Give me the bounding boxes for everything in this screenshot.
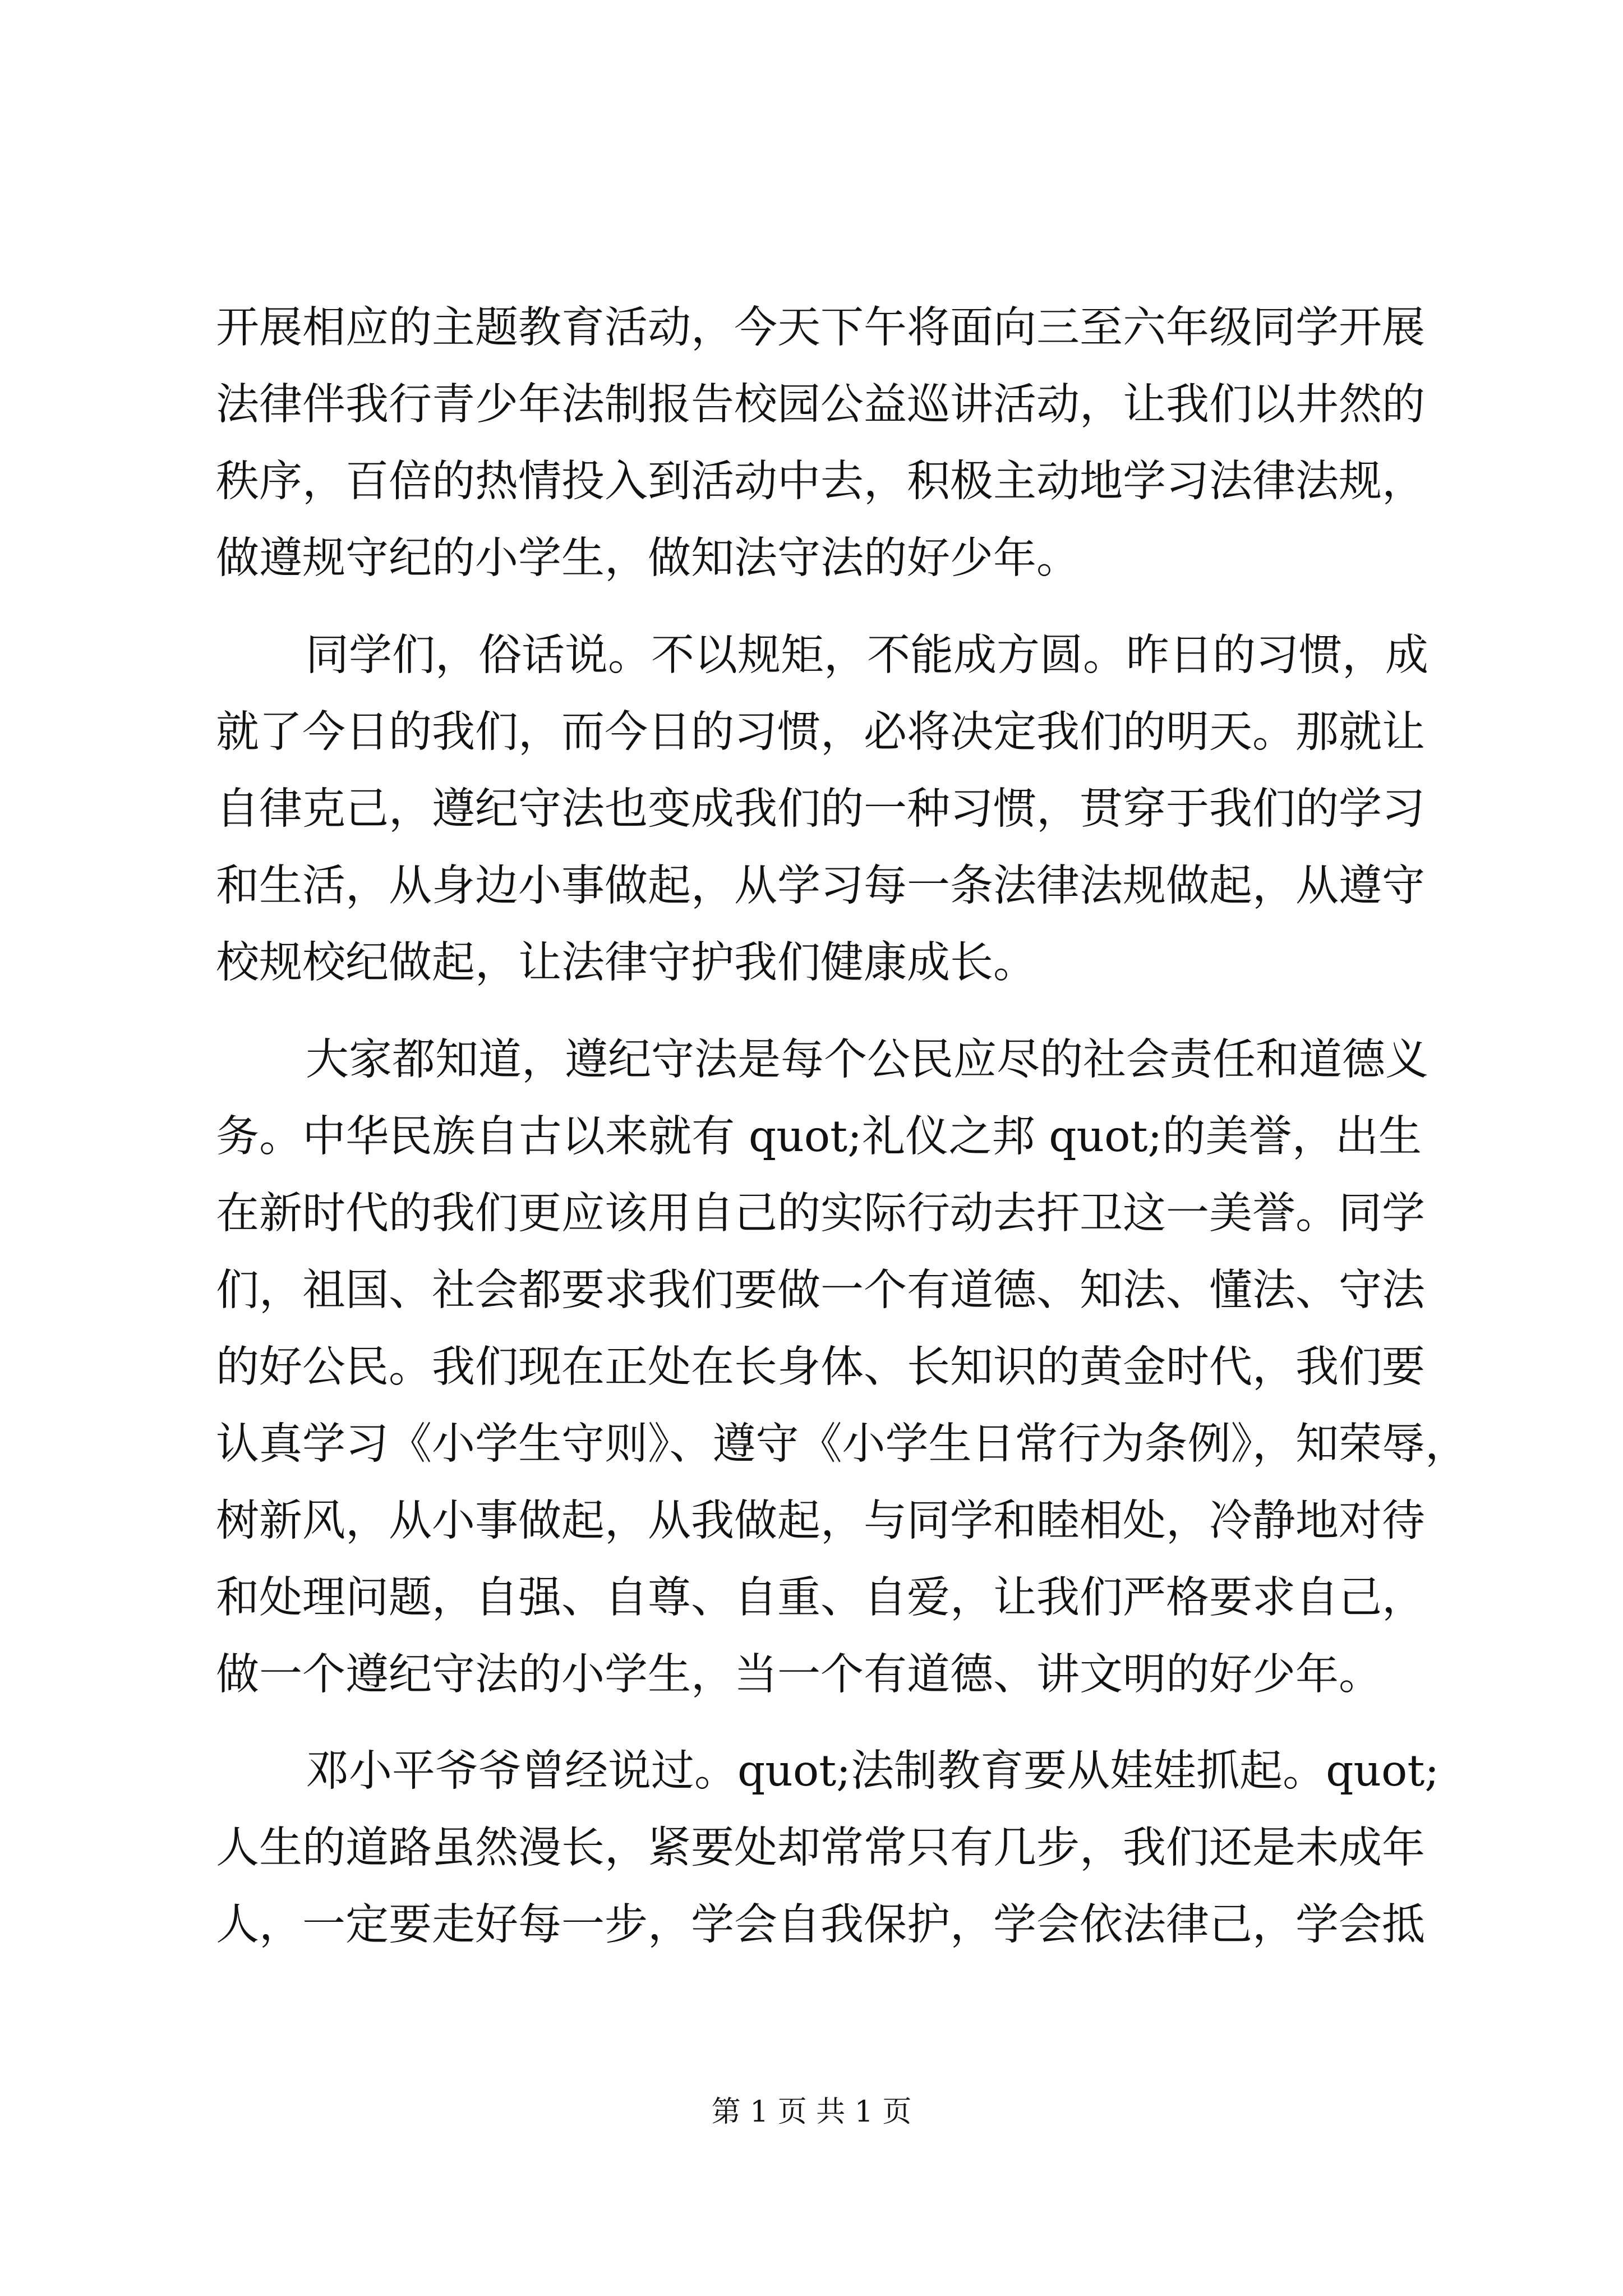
text-line: 认真学习《小学生守则》、遵守《小学生日常行为条例》，知荣辱，: [216, 1419, 1468, 1469]
text-line: 们，祖国、社会都要求我们要做一个有道德、知法、懂法、守法: [216, 1266, 1425, 1315]
text-line: 树新风，从小事做起，从我做起，与同学和睦相处，冷静地对待: [216, 1496, 1425, 1546]
text-line: 秩序，百倍的热情投入到活动中去，积极主动地学习法律法规，: [216, 457, 1425, 507]
text-line: 邓小平爷爷曾经说过。quot;法制教育要从娃娃抓起。quot;: [306, 1746, 1440, 1796]
text-line: 做一个遵纪守法的小学生，当一个有道德、讲文明的好少年。: [216, 1650, 1382, 1700]
text-line: 开展相应的主题教育活动，今天下午将面向三至六年级同学开展: [216, 303, 1425, 353]
text-line: 自律克己，遵纪守法也变成我们的一种习惯，贯穿于我们的学习: [216, 784, 1425, 834]
text-line: 同学们，俗话说。不以规矩，不能成方圆。昨日的习惯，成: [306, 631, 1428, 680]
text-line: 的好公民。我们现在正处在长身体、长知识的黄金时代，我们要: [216, 1342, 1425, 1392]
text-line: 和生活，从身边小事做起，从学习每一条法律法规做起，从遵守: [216, 861, 1425, 911]
page-footer: 第 1 页 共 1 页: [711, 2095, 912, 2129]
text-line: 法律伴我行青少年法制报告校园公益巡讲活动，让我们以井然的: [216, 380, 1425, 430]
text-line: 就了今日的我们，而今日的习惯，必将决定我们的明天。那就让: [216, 707, 1425, 757]
text-line: 人，一定要走好每一步，学会自我保护，学会依法律己，学会抵: [216, 1900, 1425, 1950]
text-line: 在新时代的我们更应该用自己的实际行动去扞卫这一美誉。同学: [216, 1189, 1425, 1239]
text-line: 做遵规守纪的小学生，做知法守法的好少年。: [216, 533, 1080, 583]
text-line: 校规校纪做起，让法律守护我们健康成长。: [216, 938, 1036, 988]
text-line: 人生的道路虽然漫长，紧要处却常常只有几步，我们还是未成年: [216, 1823, 1425, 1873]
text-line: 大家都知道，遵纪守法是每个公民应尽的社会责任和道德义: [306, 1035, 1428, 1085]
text-line: 务。中华民族自古以来就有 quot;礼仪之邦 quot;的美誉，出生: [216, 1112, 1422, 1162]
text-line: 和处理问题，自强、自尊、自重、自爱，让我们严格要求自己，: [216, 1573, 1425, 1623]
